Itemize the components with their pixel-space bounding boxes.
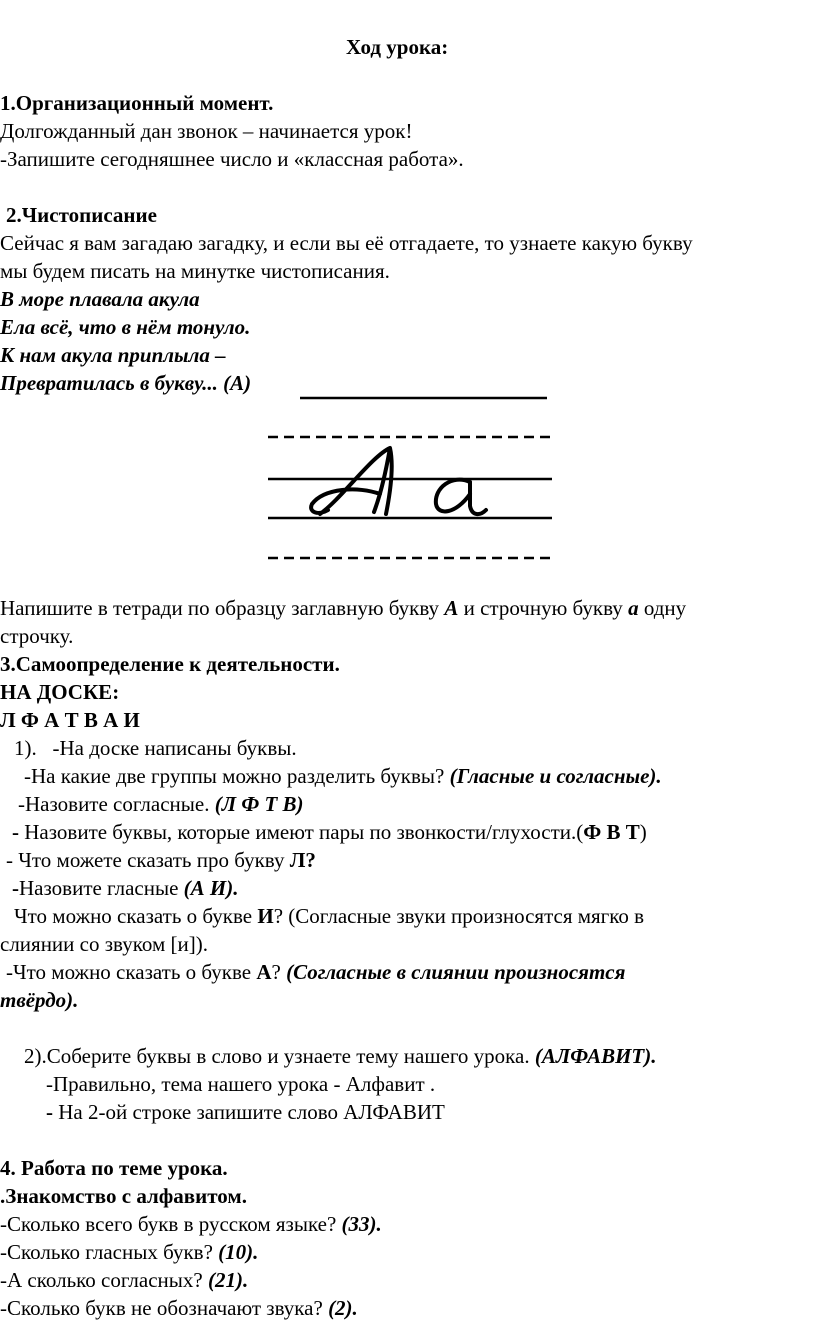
alphabet-question-1 [0, 1210, 382, 1238]
instruction-line2: строчку. [0, 624, 74, 648]
question-9-text: 2).Соберите буквы в слово и узнаете тему нашего урока. [24, 1044, 535, 1068]
question-4 [12, 818, 647, 846]
riddle-line1: В море плавала акула [0, 287, 200, 311]
board-letters: Л Ф А Т В А И [0, 708, 140, 732]
alphabet-question-3-text: -А сколько согласных? [0, 1268, 208, 1292]
alphabet-question-1-answer: (33). [341, 1212, 382, 1236]
question-7-explanation: ? (Согласные звуки произносятся мягко в [273, 904, 645, 928]
cursive-letters-image [262, 376, 562, 566]
riddle-line2: Ела всё, что в нём тонуло. [0, 315, 251, 339]
question-6-dash: - [12, 876, 19, 900]
alphabet-question-4-text: -Сколько букв не обозначают звука? [0, 1296, 329, 1320]
question-5-letter: Л? [289, 848, 316, 872]
question-2-text: -На какие две группы можно разделить буквы? [24, 764, 450, 788]
question-7-text: Что можно сказать о букве [14, 904, 258, 928]
question-3 [18, 790, 304, 818]
riddle-line4: Превратилась в букву... (А) [0, 371, 252, 395]
section1-line1: Долгожданный дан звонок – начинается урок! [0, 119, 413, 143]
section2-heading: 2.Чистописание [6, 203, 157, 227]
section3-heading: 3.Самоопределение к деятельности. [0, 652, 340, 676]
question-5-text: - Что можете сказать про букву [6, 848, 290, 872]
question-9 [24, 1042, 657, 1070]
alphabet-question-2-answer: (10). [218, 1240, 259, 1264]
question-3-answer: (Л Ф Т В) [214, 792, 304, 816]
question-8-answer: (Согласные в слиянии произносятся [286, 960, 626, 984]
question-3-text: -Назовите согласные. [18, 792, 215, 816]
question-4-close: ) [639, 820, 647, 844]
question-4-text: Назовите буквы, которые имеют пары по звонкости/глухости.( [24, 820, 584, 844]
alphabet-question-3-answer: (21). [207, 1268, 249, 1292]
question-2-answer: (Гласные и согласные). [449, 764, 662, 788]
section1-heading: 1.Организационный момент. [0, 91, 274, 115]
page-title: Ход урока: [346, 35, 449, 59]
alphabet-question-4-answer: (2). [328, 1296, 358, 1320]
board-label: НА ДОСКЕ: [0, 680, 120, 704]
instruction-line1 [0, 594, 686, 622]
alphabet-question-3 [0, 1266, 248, 1294]
question-4-answer: Ф В Т [583, 820, 640, 844]
question-8 [6, 958, 625, 986]
alphabet-question-2-text: -Сколько гласных букв? [0, 1240, 219, 1264]
question-8-continuation: твёрдо). [0, 988, 79, 1012]
section4-heading: 4. Работа по теме урока. [0, 1156, 228, 1180]
section2-line2: мы будем писать на минутке чистописания. [0, 259, 390, 283]
instruction-lowercase-letter: а [628, 596, 639, 620]
section1-line2: -Запишите сегодняшнее число и «классная работа». [0, 147, 464, 171]
question-8-text: -Что можно сказать о букве [6, 960, 257, 984]
instruction-capital-letter: А [444, 596, 459, 620]
question-10: -Правильно, тема нашего урока - Алфавит . [46, 1072, 436, 1096]
cursive-capital-a [311, 448, 392, 514]
question-2 [24, 762, 662, 790]
question-7-continuation: слиянии со звуком [и]). [0, 932, 208, 956]
question-9-answer: (АЛФАВИТ). [534, 1044, 657, 1068]
riddle-line3: К нам акула приплыла – [0, 343, 226, 367]
section4-subheading: .Знакомство с алфавитом. [0, 1184, 247, 1208]
question-11-dash: - [46, 1100, 59, 1124]
question-1: 1). -На доске написаны буквы. [14, 736, 297, 760]
question-6 [12, 874, 238, 902]
alphabet-question-2 [0, 1238, 258, 1266]
instruction-text-e: одну [638, 596, 687, 620]
question-6-text: Назовите гласные [19, 876, 184, 900]
cursive-lowercase-a [436, 480, 486, 514]
question-7-letter: И [257, 904, 274, 928]
question-8-letter: А [256, 960, 272, 984]
alphabet-question-4 [0, 1294, 358, 1322]
question-11-text: На 2-ой строке запишите слово АЛФАВИТ [58, 1100, 445, 1124]
alphabet-question-1-text: -Сколько всего букв в русском языке? [0, 1212, 342, 1236]
question-6-answer: (А И). [183, 876, 239, 900]
question-4-dash: - [12, 820, 25, 844]
section2-line1: Сейчас я вам загадаю загадку, и если вы её отгадаете, то узнаете какую букву [0, 231, 693, 255]
instruction-text-c: и строчную букву [458, 596, 629, 620]
question-8-mark: ? [271, 960, 287, 984]
question-11 [46, 1098, 445, 1126]
instruction-text-a: Напишите в тетради по образцу заглавную букву [0, 596, 445, 620]
question-5 [6, 846, 316, 874]
question-7 [14, 902, 644, 930]
